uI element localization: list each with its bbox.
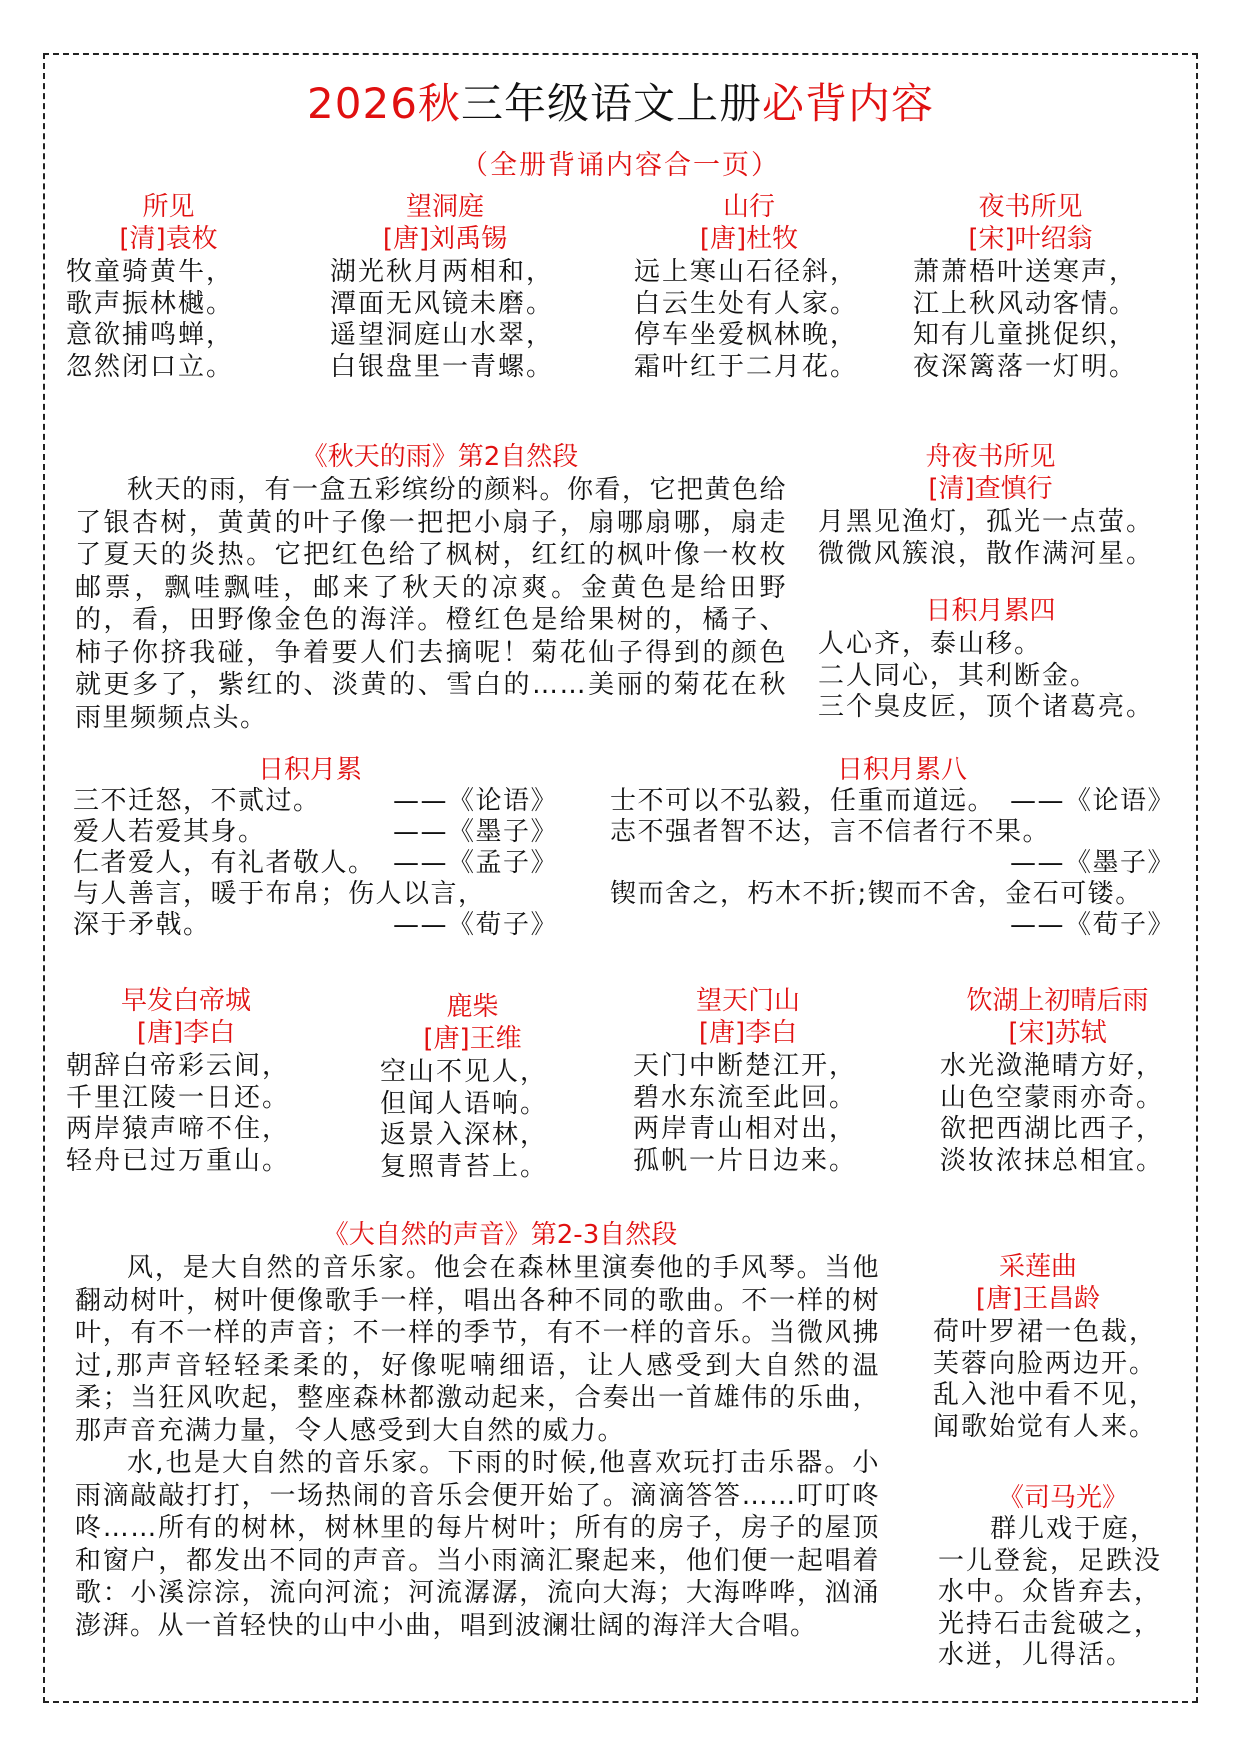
poem-title: 舟夜书所见 [925, 442, 1056, 472]
riji-list [73, 786, 558, 941]
poem-title: 望天门山 [695, 986, 800, 1016]
poem-author: [唐]杜牧 [699, 224, 799, 254]
poem-cailianqu [933, 1251, 1158, 1443]
poem-title: 采莲曲 [998, 1252, 1077, 1282]
riji-title: 日积月累 [257, 755, 362, 785]
poem-wangdongting [330, 191, 560, 383]
riji-text: 三不迁怒，不贰过。 [73, 786, 321, 816]
riji8-list [610, 786, 1175, 941]
riji8-row [610, 817, 1175, 848]
poem-wangtianmenshan [633, 985, 863, 1177]
poem-line: 荷叶罗裙一色裁， [933, 1317, 1158, 1347]
sima-guang [938, 1482, 1183, 1672]
nature-sound-paragraph: 水,也是大自然的音乐家。下雨的时候,他喜欢玩打击乐器。小雨滴敲敲打打，一场热闹的音乐会便开始了。滴滴答答……叮叮咚咚……所有的树林，树林里的每片树叶；所有的房子，房子的屋顶和窗户，都发出不同的声音。当小雨滴汇聚起来，他们便一起唱着歌：小溪淙淙，流向河流；河流潺潺，流向大海；大海哗哗，汹涌澎湃。从一首轻快的山中小曲，唱到波澜壮阔的海洋大合唱。 [75, 1448, 880, 1641]
poem-title: 早发白帝城 [120, 986, 251, 1016]
poem-title: 望洞庭 [405, 192, 484, 222]
poem-line: 知有儿童挑促织， [913, 320, 1138, 350]
riji-row [73, 879, 558, 910]
sima-line: 群儿戏于庭， [990, 1514, 1159, 1544]
poem-line: 牧童骑黄牛， [66, 257, 235, 287]
nature-sound-text [75, 1252, 880, 1642]
poem-line: 欲把西湖比西子， [940, 1114, 1165, 1144]
poem-line: 天门中断楚江开， [633, 1051, 858, 1081]
title-year: 2026 [307, 79, 418, 128]
poem-zaofabaidicheng [66, 985, 306, 1177]
poem-line: 潭面无风镜未磨。 [330, 288, 555, 319]
title-mid: 三年级语文上册 [460, 79, 762, 128]
riji-text: 爱人若爱其身。 [73, 817, 266, 847]
poem-line: 夜深篱落一灯明。 [913, 351, 1138, 382]
poem-line: 复照青苔上。 [380, 1151, 549, 1182]
riji8-text: 志不强者智不达，言不信者行不果。 [610, 817, 1051, 847]
poem-line: 轻舟已过万重山。 [66, 1145, 291, 1176]
poem-line: 空山不见人， [380, 1057, 549, 1087]
nature-sound-title: 《大自然的声音》第2-3自然段 [322, 1220, 678, 1250]
riji4 [818, 595, 1163, 724]
poem-line: 意欲捕鸣蝉， [66, 320, 235, 350]
poem-line: 歌声振林樾。 [66, 288, 235, 319]
poem-line: 两岸青山相对出， [633, 1114, 858, 1144]
poem-author: [唐]李白 [698, 1018, 798, 1048]
poem-line: 萧萧梧叶送寒声， [913, 257, 1138, 287]
poem-line: 乱入池中看不见， [933, 1380, 1158, 1410]
riji-source: ——《孟子》 [392, 848, 558, 878]
poem-line: 白云生处有人家。 [634, 288, 859, 319]
riji-source: ——《墨子》 [392, 817, 558, 847]
sima-line: 水中。众皆弃去， [938, 1577, 1163, 1607]
riji-row [73, 786, 558, 817]
riji8-text: 锲而舍之，朽木不折;锲而不舍，金石可镂。 [610, 879, 1143, 909]
poem-author: [清]查慎行 [928, 474, 1053, 504]
poem-author: [清]袁枚 [119, 224, 218, 254]
poem-author: [唐]李白 [136, 1018, 236, 1048]
poem-author: [宋]叶绍翁 [968, 224, 1093, 254]
sima-line: 光持石击瓮破之， [938, 1608, 1163, 1639]
riji8-title: 日积月累八 [836, 755, 967, 785]
poem-line: 停车坐爱枫林晚， [634, 320, 859, 350]
riji8-row [610, 879, 1175, 910]
poem-title: 鹿柴 [446, 992, 499, 1022]
riji4-line: 三个臭皮匠，顶个诸葛亮。 [818, 692, 1155, 722]
autumn-rain-title: 《秋天的雨》第2自然段 [301, 442, 579, 472]
autumn-rain-paragraph: 秋天的雨，有一盒五彩缤纷的颜料。你看，它把黄色给了银杏树，黄黄的叶子像一把把小扇子，扇哪扇哪，扇走了夏天的炎热。它把红色给了枫树，红红的枫叶像一枚枚邮票，飘哇飘哇，邮来了秋天的凉爽。金黄色是给田野的，看，田野像金色的海洋。橙红色是给果树的，橘子、柿子你挤我碰，争着要人们去摘呢！菊花仙子得到的颜色就更多了，紫红的、淡黄的、雪白的……美丽的菊花在秋雨里频频点头。 [75, 475, 788, 733]
riji8-row [610, 910, 1175, 941]
poem-shanxing [634, 191, 864, 383]
poem-author: [唐]王维 [423, 1024, 522, 1054]
riji-row [73, 910, 558, 941]
poem-line: 孤帆一片日边来。 [633, 1145, 858, 1176]
title-end: 必背内容 [761, 79, 934, 128]
riji8-source: ——《论语》 [1009, 786, 1175, 816]
riji4-line: 二人同心，其利断金。 [818, 660, 1099, 691]
riji4-title: 日积月累四 [925, 596, 1056, 626]
riji-text: 深于矛戟。 [73, 910, 211, 940]
riji8-text: 士不可以不弘毅，任重而道远。 [610, 786, 996, 816]
poem-author: [宋]苏轼 [1008, 1018, 1107, 1048]
poem-line: 山色空蒙雨亦奇。 [940, 1082, 1165, 1113]
poem-line: 闻歌始觉有人来。 [933, 1411, 1158, 1442]
poem-line: 遥望洞庭山水翠， [330, 320, 555, 350]
poem-line: 湖光秋月两相和， [330, 257, 555, 287]
riji-text: 与人善言，暖于布帛；伤人以言， [73, 879, 486, 909]
poem-line: 微微风簇浪，散作满河星。 [818, 538, 1155, 569]
poem-yinhushang [940, 985, 1175, 1177]
page-title [0, 76, 1241, 132]
riji-source: ——《荀子》 [392, 910, 558, 940]
autumn-rain-text [75, 474, 787, 734]
poem-line: 两岸猿声啼不住， [66, 1114, 291, 1144]
riji4-line: 人心齐，泰山移。 [818, 629, 1043, 659]
poem-line: 霜叶红于二月花。 [634, 351, 859, 382]
poem-line: 远上寒山石径斜， [634, 257, 859, 287]
poem-line: 水光潋滟晴方好， [940, 1051, 1165, 1081]
poem-line: 但闻人语响。 [380, 1088, 549, 1119]
poem-title: 所见 [142, 192, 195, 222]
poem-title: 夜书所见 [978, 192, 1083, 222]
sima-line: 一儿登瓮，足跌没 [938, 1545, 1163, 1576]
poem-line: 千里江陵一日还。 [66, 1082, 291, 1113]
poem-luzhai [380, 991, 565, 1183]
poem-line: 江上秋风动客情。 [913, 288, 1138, 319]
riji8-row [610, 786, 1175, 817]
riji8-row [610, 848, 1175, 879]
poem-line: 朝辞白帝彩云间， [66, 1051, 291, 1081]
poem-line: 碧水东流至此回。 [633, 1082, 858, 1113]
poem-line: 淡妆浓抹总相宜。 [940, 1145, 1165, 1176]
poem-suojian [66, 191, 271, 383]
poem-zhouye [818, 441, 1163, 570]
riji-row [73, 817, 558, 848]
poem-title: 山行 [722, 192, 775, 222]
poem-author: [唐]王昌龄 [975, 1284, 1101, 1314]
poem-line: 忽然闭口立。 [66, 351, 235, 382]
nature-sound-paragraph: 风，是大自然的音乐家。他会在森林里演奏他的手风琴。当他翻动树叶，树叶便像歌手一样，唱出各种不同的歌曲。不一样的树叶，有不一样的声音；不一样的季节，有不一样的音乐。当微风拂过,那声音轻轻柔柔的，好像呢喃细语，让人感受到大自然的温柔；当狂风吹起，整座森林都激动起来，合奏出一首雄伟的乐曲，那声音充满力量，令人感受到大自然的威力。 [75, 1253, 880, 1446]
poem-line: 返景入深林， [380, 1120, 549, 1150]
sima-title: 《司马光》 [998, 1483, 1129, 1513]
page-subtitle: （全册背诵内容合一页） [461, 150, 780, 181]
poem-yeshusuojian [913, 191, 1148, 383]
poem-line: 芙蓉向脸两边开。 [933, 1348, 1158, 1379]
poem-line: 月黑见渔灯，孤光一点萤。 [818, 507, 1155, 537]
sima-line: 水迸，儿得活。 [938, 1640, 1135, 1670]
riji-row [73, 848, 558, 879]
poem-author: [唐]刘禹锡 [382, 224, 508, 254]
riji8-source: ——《墨子》 [1009, 848, 1175, 878]
poem-line: 白银盘里一青螺。 [330, 351, 555, 382]
riji8-source: ——《荀子》 [1009, 910, 1175, 940]
riji-text: 仁者爱人，有礼者敬人。 [73, 848, 376, 878]
riji-source: ——《论语》 [392, 786, 558, 816]
poem-title: 饮湖上初晴后雨 [966, 986, 1149, 1016]
title-season: 秋 [417, 79, 461, 128]
